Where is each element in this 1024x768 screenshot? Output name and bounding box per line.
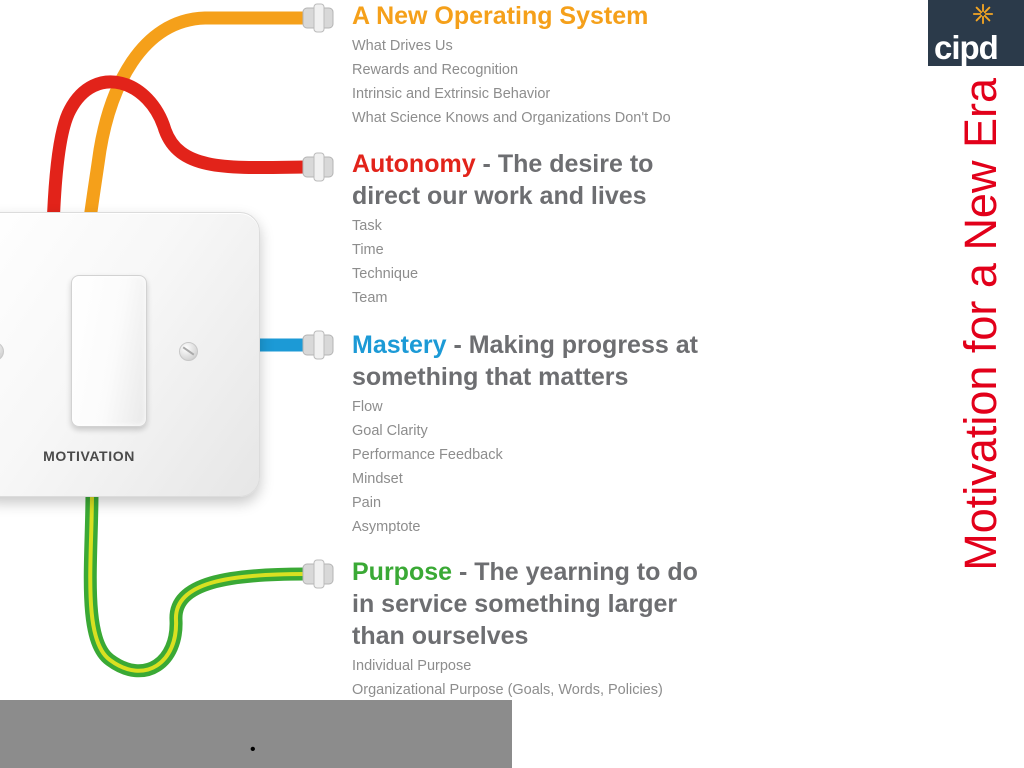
list-item: Performance Feedback (352, 447, 503, 463)
list-item: What Drives Us (352, 38, 453, 54)
bullet-marker: • (250, 741, 256, 758)
list-item: Pain (352, 495, 382, 511)
list-item: Individual Purpose (352, 658, 472, 674)
branch-operating-system (352, 0, 671, 130)
connector-green (303, 560, 333, 588)
list-item: Flow (352, 399, 383, 415)
wire-green (90, 492, 305, 671)
branch-heading-accent: Mastery (352, 331, 447, 359)
list-item: Asymptote (352, 519, 421, 535)
light-switch-plate[interactable] (0, 212, 260, 497)
cipd-logo (928, 0, 1024, 66)
screw-icon (179, 342, 198, 361)
connector-blue (303, 331, 333, 359)
list-item: Time (352, 242, 384, 258)
branch-item-list (352, 34, 671, 130)
list-item: Goal Clarity (352, 423, 428, 439)
switch-label: MOTIVATION (43, 448, 135, 464)
starburst-icon (972, 3, 994, 25)
list-item: What Science Knows and Organizations Don't Do (352, 110, 671, 126)
branch-heading-accent: Purpose (352, 558, 453, 586)
branch-heading-rest: - The desire to direct our work and lives (352, 150, 654, 210)
page-title: Motivation for a New Era (954, 78, 1006, 571)
branch-autonomy (352, 148, 712, 310)
branch-mastery (352, 329, 722, 539)
side-title (928, 0, 1024, 768)
list-item: Organizational Purpose (Goals, Words, Policies) (352, 682, 663, 698)
bottom-overlay-bar (0, 700, 512, 768)
list-item: Technique (352, 266, 419, 282)
branch-heading-accent: A New Operating System (352, 2, 649, 30)
branch-heading-rest: - Making progress at something that matters (352, 331, 698, 391)
branch-heading (352, 148, 712, 212)
branch-heading-accent: Autonomy (352, 150, 476, 178)
connector-orange (303, 4, 333, 32)
branch-heading (352, 0, 671, 32)
list-item: Rewards and Recognition (352, 62, 519, 78)
branch-heading (352, 329, 722, 393)
list-item: Task (352, 218, 382, 234)
connector-red (303, 153, 333, 181)
list-item: Intrinsic and Extrinsic Behavior (352, 86, 551, 102)
branch-heading-rest: - The yearning to do in service something larger than ourselves (352, 558, 698, 650)
list-item: Team (352, 290, 388, 306)
switch-rocker[interactable] (71, 275, 147, 427)
list-item: Mindset (352, 471, 403, 487)
right-rail (928, 0, 1024, 768)
screw-icon (0, 342, 4, 361)
branch-item-list (352, 395, 722, 539)
cipd-wordmark: cipd (934, 29, 998, 66)
branch-item-list (352, 214, 712, 310)
branch-heading (352, 556, 712, 652)
